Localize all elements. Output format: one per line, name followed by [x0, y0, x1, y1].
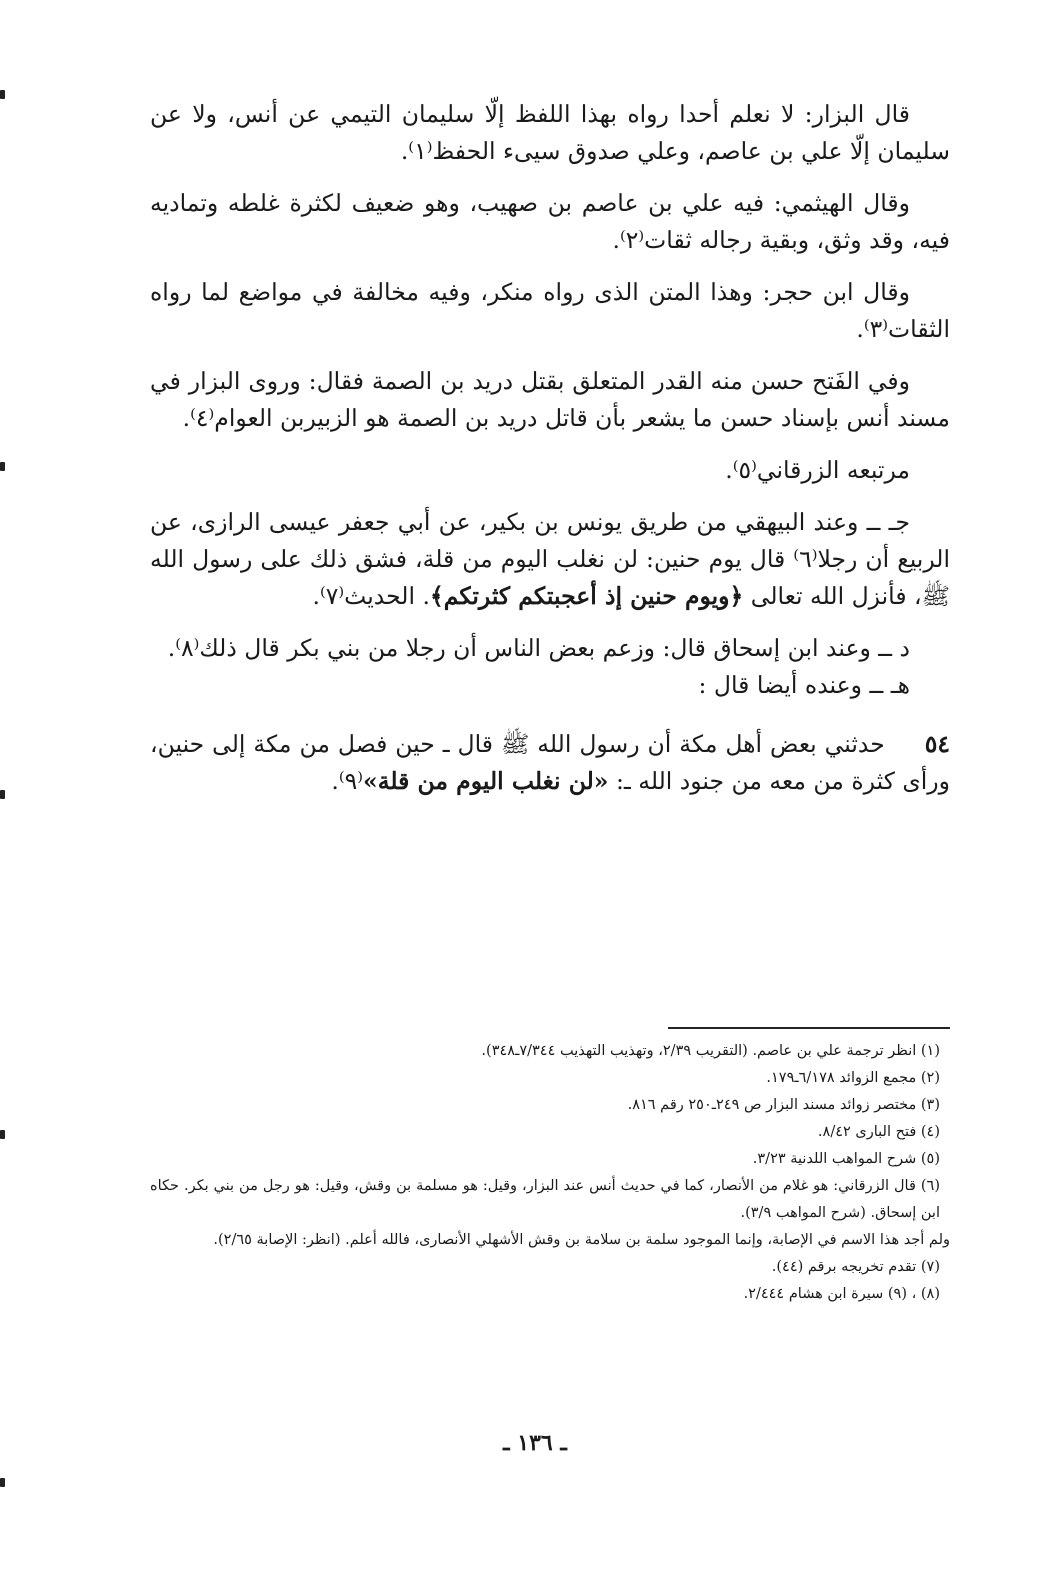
footnote-1: (١) انظر ترجمة علي بن عاصم. (التقريب ٢/٣٩، وتهذيب التهذيب ٧/٣٤٤ـ٣٤٨). — [481, 1043, 940, 1059]
scan-edge-mark — [0, 790, 5, 799]
quran-quote: ﴿ويوم حنين إذ أعجبتكم كثرتكم﴾ — [429, 582, 744, 610]
page-number: ـ ١٣٦ ـ — [503, 1430, 567, 1456]
hadith-number: ٥٤ — [924, 730, 950, 758]
footnote-7: (٧) تقدم تخريجه برقم (٤٤). — [771, 1259, 940, 1275]
scan-edge-mark — [0, 1130, 5, 1139]
footnote-divider — [668, 1027, 950, 1029]
scan-edge-mark — [0, 90, 5, 99]
hadith-text: حدثني بعض أهل مكة أن رسول الله ﷺ قال ـ حين فصل من مكة إلى حنين، ورأى كثرة من معه من جنود الله ـ: — [150, 730, 950, 795]
hadith-54 — [150, 726, 950, 800]
paragraph-ibn-hajar: وقال ابن حجر: وهذا المتن الذى رواه منكر، وفيه مخالفة في مواضع لما رواه الثقات⁽٣⁾. — [150, 278, 950, 343]
hadith-ref: ⁽٩⁾. — [331, 767, 364, 795]
paragraph-fath: وفي الفَتح حسن منه القدر المتعلق بقتل دريد بن الصمة فقال: وروى البزار في مسند أنس بإسناد حسن ما يشعر بأن قاتل دريد بن الصمة هو الزبيربن العوام⁽٤⁾. — [150, 367, 950, 432]
paragraph-j-end: . الحديث⁽٧⁾. — [312, 582, 430, 610]
paragraph-h: هـ ــ وعنده أيضا قال : — [698, 671, 910, 699]
paragraph-bazzar: قال البزار: لا نعلم أحدا رواه بهذا اللفظ إلّا سليمان التيمي عن أنس، ولا عن سليمان إلّا علي بن عاصم، وعلي صدوق سيىء الحفظ⁽١⁾. — [150, 100, 950, 165]
hadith-quote: «لن نغلب اليوم من قلة» — [363, 767, 609, 795]
footnote-6-continued: ولم أجد هذا الاسم في الإصابة، وإنما الموجود سلمة بن سلامة بن وقش الأشهلي الأنصارى، فالله أعلم. (انظر: الإصابة ٢/٦٥). — [213, 1232, 950, 1248]
footnote-3: (٣) مختصر زوائد مسند البزار ص ٢٤٩ـ٢٥٠ رقم ٨١٦. — [627, 1097, 940, 1113]
footnote-4: (٤) فتح البارى ٨/٤٢. — [817, 1124, 940, 1140]
main-text — [150, 96, 950, 800]
paragraph-haythami: وقال الهيثمي: فيه علي بن عاصم بن صهيب، وهو ضعيف لكثرة غلطه وتماديه فيه، وقد وثق، وبقية رجاله ثقات⁽٢⁾. — [150, 189, 950, 254]
footnote-2: (٢) مجمع الزوائد ٦/١٧٨ـ١٧٩. — [766, 1070, 940, 1086]
footnotes — [150, 1038, 950, 1308]
footnote-5: (٥) شرح المواهب اللدنية ٣/٢٣. — [752, 1151, 940, 1167]
paragraph-zurqani: مرتبعه الزرقاني⁽٥⁾. — [725, 456, 910, 484]
paragraph-j — [150, 504, 950, 615]
scan-edge-mark — [0, 462, 5, 471]
paragraph-d: د ــ وعند ابن إسحاق قال: وزعم بعض الناس أن رجلا من بني بكر قال ذلك⁽٨⁾. — [167, 634, 910, 662]
footnote-6: (٦) قال الزرقاني: هو غلام من الأنصار، كما في حديث أنس عند البزار، وقيل: هو مسلمة بن وقش، وقيل: هو رجل من بني بكر. حكاه ابن إسحاق. (شرح المواهب ٣/٩). — [150, 1178, 940, 1221]
scan-edge-mark — [0, 1478, 5, 1487]
paragraph-j-text: جـ ــ وعند البيهقي من طريق يونس بن بكير، عن أبي جعفر عيسى الرازى، عن الربيع أن رجلا⁽٦⁾ قال يوم حنين: لن نغلب اليوم من قلة، فشق ذلك على رسول الله ﷺ، فأنزل الله تعالى — [150, 508, 950, 610]
footnote-8-9: (٨) ، (٩) سيرة ابن هشام ٢/٤٤٤. — [743, 1286, 940, 1302]
